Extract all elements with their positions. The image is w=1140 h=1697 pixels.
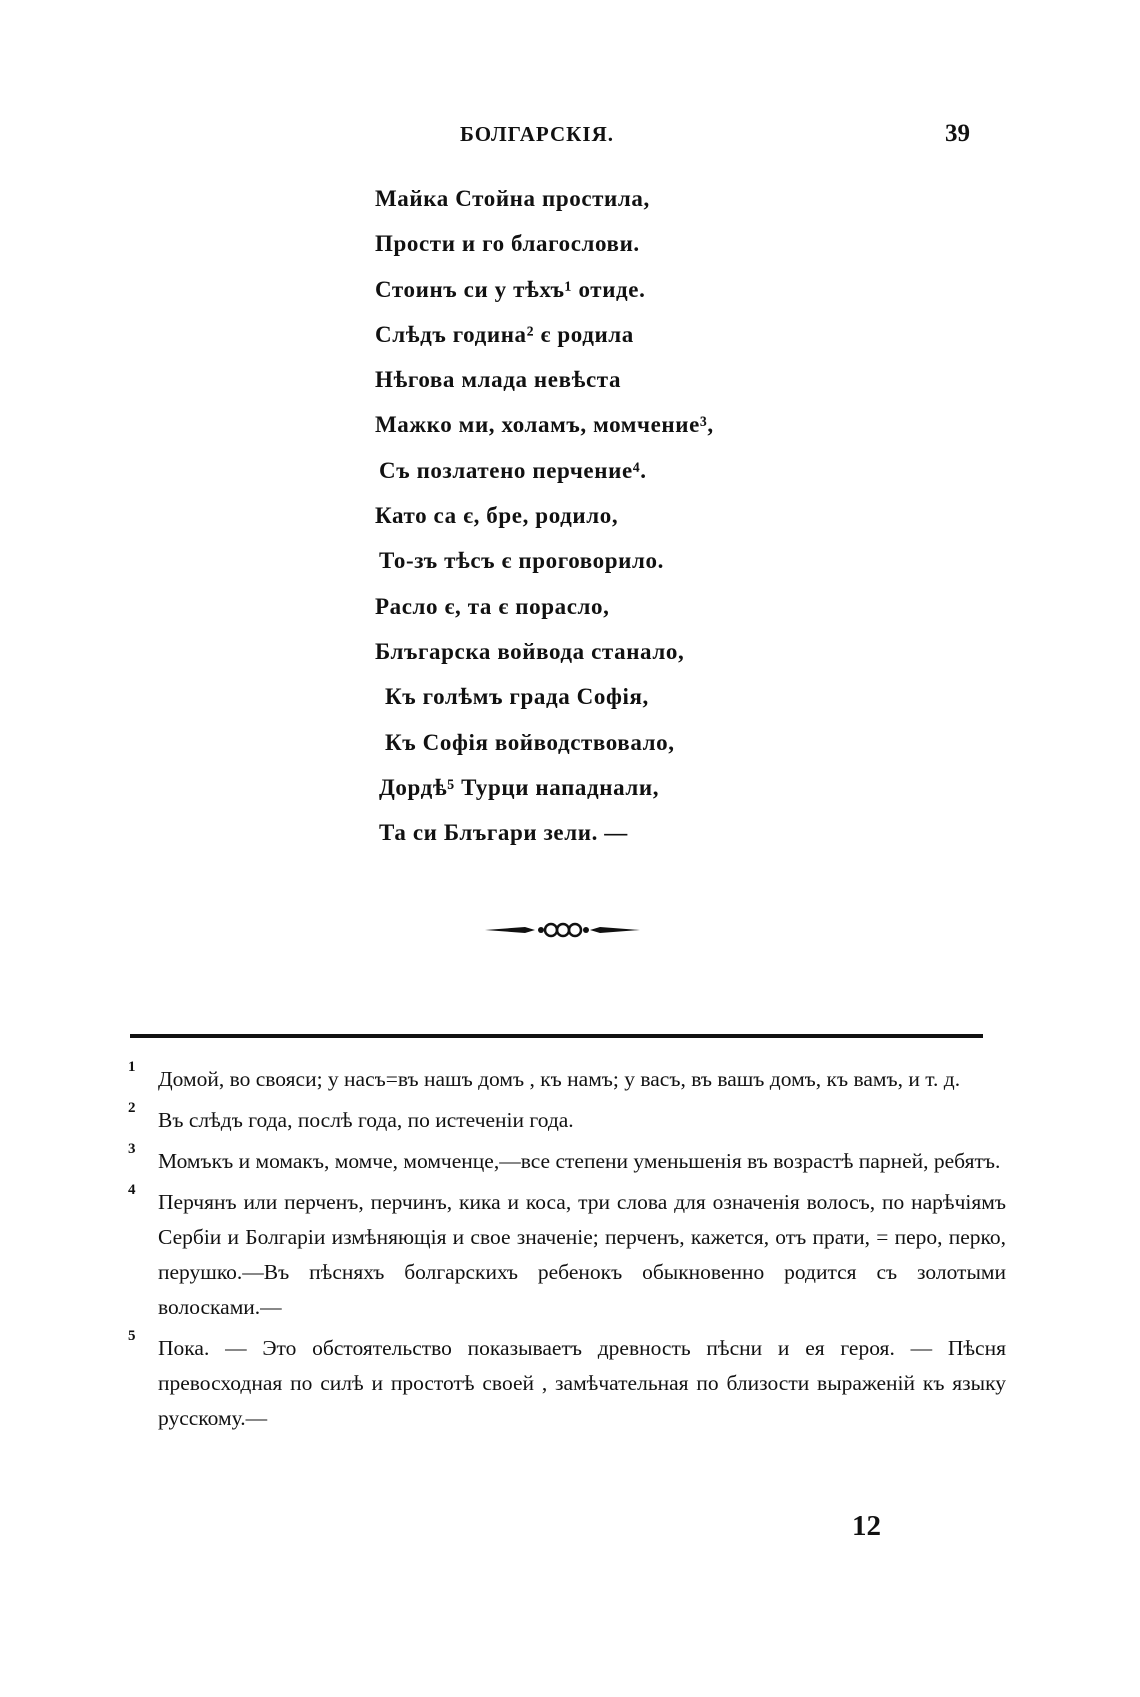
footnote-mark: 3 [128,1141,136,1157]
footnote [128,1141,1006,1179]
footnote-mark: 2 [128,1100,136,1116]
verse-line: Като са є, бре, родило, [375,503,619,529]
verse-line: Расло є, та є порасло, [375,593,610,619]
footnotes [128,1059,1006,1442]
verse-line: Съ позлатено перчение⁴. [379,457,647,483]
verse-line: Блъгарска войвода станало, [375,638,685,664]
verse-line: Мажко ми, холамъ, момчение³, [375,412,714,438]
ornament-divider [485,920,640,940]
footnote-text: Пока. — Это обстоятельство показываетъ древность пѣсни и ея героя. — Пѣсня превосходная по силѣ и простотѣ своей , замѣчательная по близости выраженій къ языку русскому.— [158,1336,1006,1430]
verse-line: Слѣдъ година² є родила [375,321,634,347]
verse-line: Нѣгова млада невѣста [375,367,622,393]
footnote [128,1182,1006,1325]
verse-line: Къ Софія войводствовало, [385,729,675,755]
poem-verse [375,176,714,855]
footnote-mark: 5 [128,1328,136,1344]
footnote-mark: 4 [128,1182,136,1198]
footnote-mark: 1 [128,1059,136,1075]
verse-line: То-зъ тѣсъ є проговорило. [379,548,664,574]
footnote [128,1328,1006,1436]
footnote-rule [130,1034,983,1038]
signature-mark: 12 [852,1510,881,1542]
verse-line: Къ голѣмъ града Софія, [385,684,649,710]
verse-line: Прости и го благослови. [375,231,640,257]
footnote-text: Въ слѣдъ года, послѣ года, по истеченіи года. [158,1108,574,1132]
running-head: БОЛГАРСКІЯ. [460,122,614,146]
verse-line: Дордѣ⁵ Турци нападнали, [379,774,660,800]
footnote [128,1059,1006,1097]
footnote [128,1100,1006,1138]
verse-line: Майка Стойна простила, [375,186,650,211]
footnote-text: Перчянъ или перченъ, перчинъ, кика и коса, три слова для означенія волосъ, по нарѣчіямъ Сербіи и Болгаріи измѣняющія и свое значеніе; перченъ, кажется, отъ прати, = перо, перко, перушко.—Въ пѣсняхъ болгарскихъ ребенокъ обыкновенно родится съ золотыми волосками.— [158,1190,1006,1319]
footnote-text: Момъкъ и момакъ, момче, момченце,—все степени уменьшенія въ возрастѣ парней, ребятъ. [158,1149,1001,1173]
verse-line: Та си Блъгари зели. — [379,820,628,846]
footnote-text: Домой, во свояси; у насъ=въ нашъ домъ , къ намъ; у васъ, въ вашъ домъ, къ вамъ, и т. д. [158,1067,961,1091]
verse-line: Стоинъ си у тѣхъ¹ отиде. [375,276,646,302]
page-number: 39 [945,120,970,147]
